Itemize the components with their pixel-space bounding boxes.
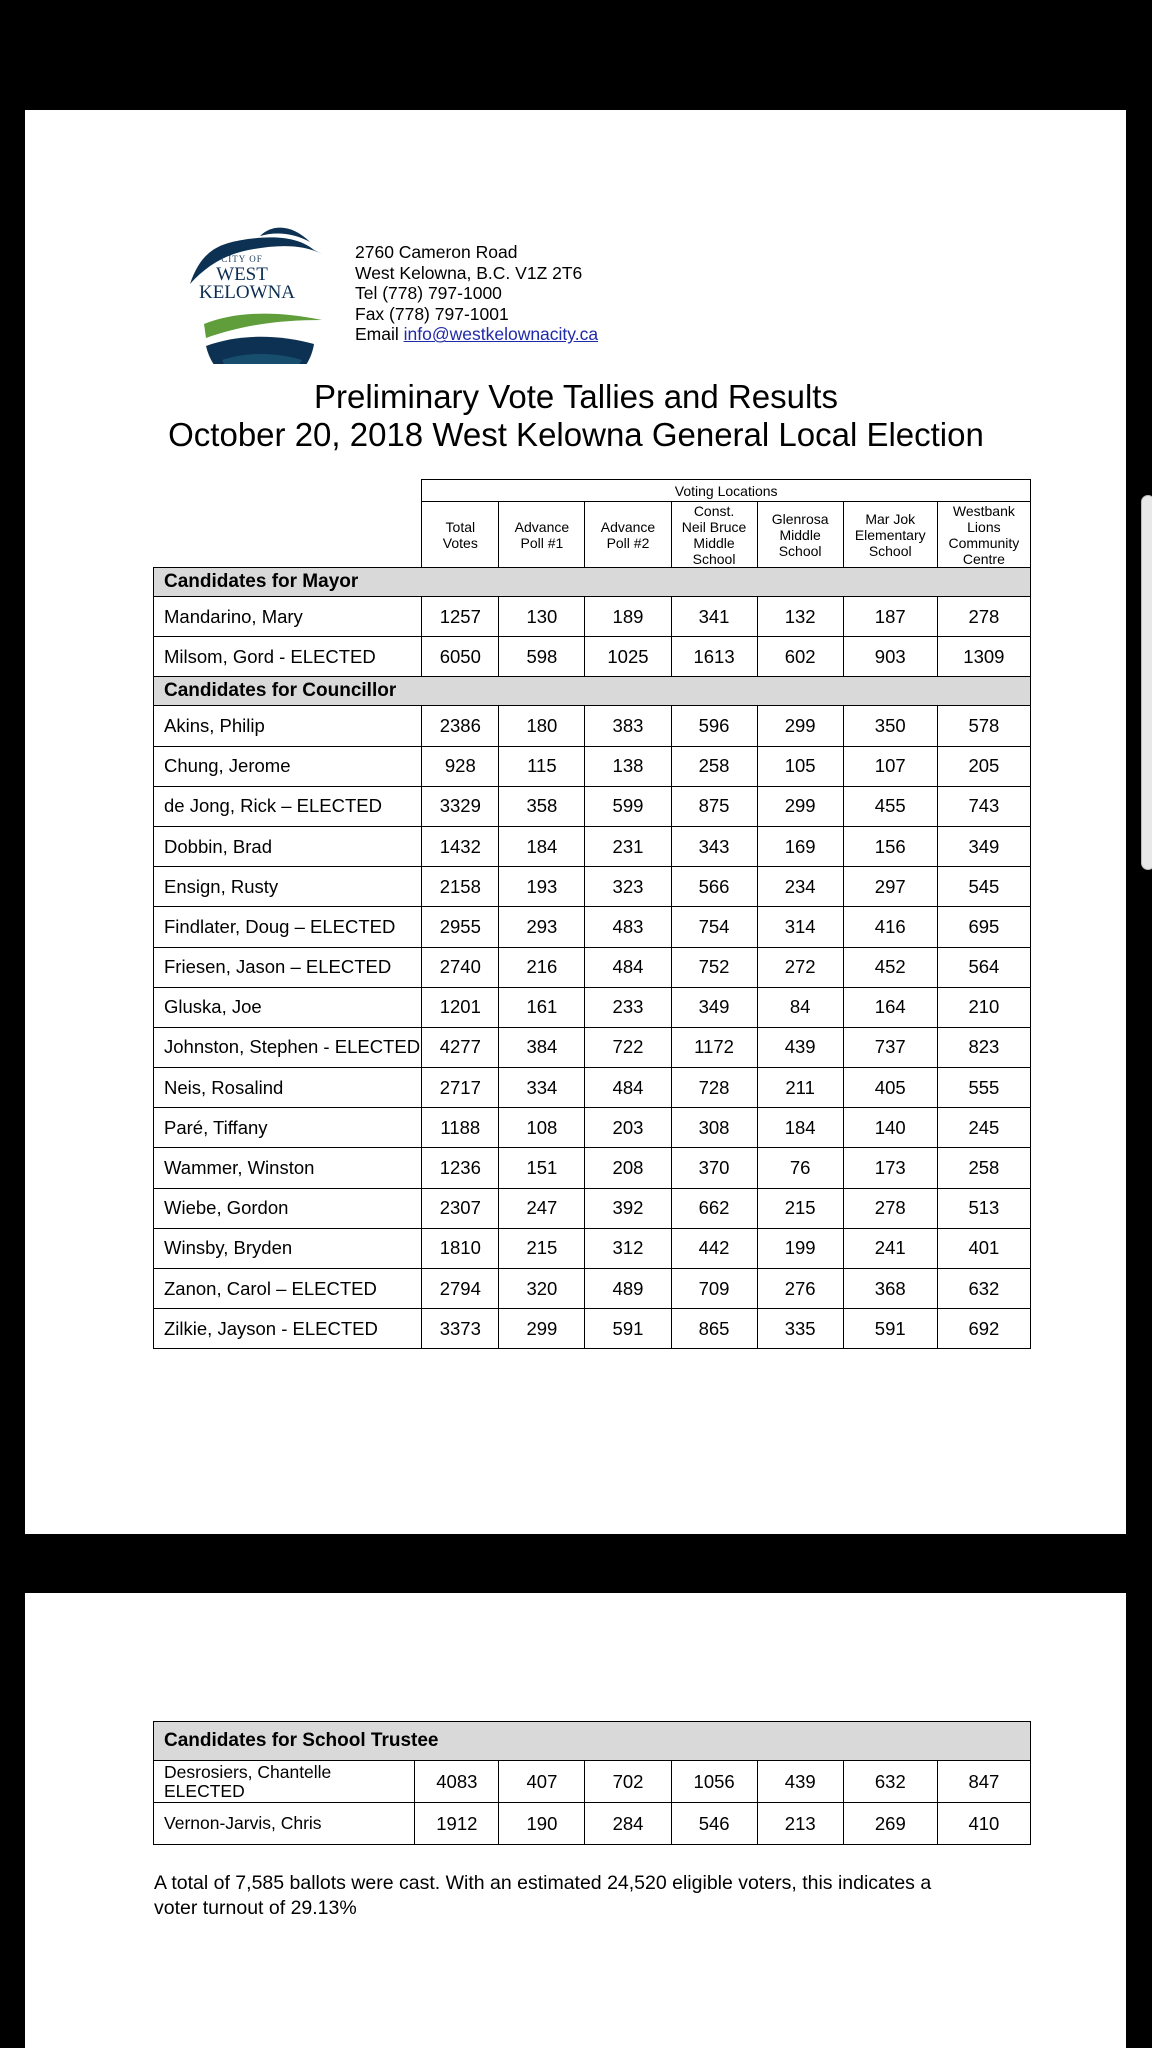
candidate-row [154, 1108, 1031, 1148]
location-votes-cell: 269 [843, 1803, 937, 1845]
location-votes-cell: 278 [843, 1188, 937, 1228]
total-votes-cell: 3329 [422, 786, 499, 826]
location-votes-cell: 216 [499, 947, 585, 987]
candidate-row [154, 1068, 1031, 1108]
location-votes-cell: 743 [937, 786, 1030, 826]
location-votes-cell: 215 [499, 1228, 585, 1268]
candidate-row [154, 597, 1031, 637]
school-trustee-table [153, 1721, 1031, 1845]
candidate-row [154, 826, 1031, 866]
location-votes-cell: 513 [937, 1188, 1030, 1228]
column-header [422, 502, 499, 568]
candidate-name: Zanon, Carol – ELECTED [154, 1269, 422, 1309]
location-votes-cell: 184 [499, 826, 585, 866]
location-votes-cell: 349 [937, 826, 1030, 866]
location-votes-cell: 632 [843, 1761, 937, 1803]
address-tel: Tel (778) 797-1000 [355, 283, 502, 304]
location-votes-cell: 258 [937, 1148, 1030, 1188]
section-heading: Candidates for School Trustee [154, 1722, 1031, 1761]
location-votes-cell: 210 [937, 987, 1030, 1027]
location-votes-cell: 335 [757, 1309, 843, 1349]
location-votes-cell: 314 [757, 907, 843, 947]
total-votes-cell: 6050 [422, 637, 499, 677]
location-votes-cell: 320 [499, 1269, 585, 1309]
candidate-row [154, 637, 1031, 677]
location-votes-cell: 350 [843, 706, 937, 746]
location-votes-cell: 199 [757, 1228, 843, 1268]
location-votes-cell: 107 [843, 746, 937, 786]
location-votes-cell: 737 [843, 1027, 937, 1067]
candidate-row [154, 1148, 1031, 1188]
location-votes-cell: 1025 [585, 637, 671, 677]
total-votes-cell: 2158 [422, 867, 499, 907]
candidate-row [154, 947, 1031, 987]
candidate-name: Mandarino, Mary [154, 597, 422, 637]
location-votes-cell: 308 [671, 1108, 757, 1148]
location-votes-cell: 173 [843, 1148, 937, 1188]
column-header-label: Westbank Lions Community Centre [948, 502, 1020, 567]
location-votes-cell: 865 [671, 1309, 757, 1349]
location-votes-cell: 205 [937, 746, 1030, 786]
location-votes-cell: 598 [499, 637, 585, 677]
column-header [499, 502, 585, 568]
location-votes-cell: 231 [585, 826, 671, 866]
location-votes-cell: 299 [757, 706, 843, 746]
location-votes-cell: 392 [585, 1188, 671, 1228]
location-votes-cell: 555 [937, 1068, 1030, 1108]
section-heading: Candidates for Mayor [154, 568, 1031, 597]
location-votes-cell: 847 [937, 1761, 1030, 1803]
column-header [843, 502, 937, 568]
location-votes-cell: 875 [671, 786, 757, 826]
section-header-row [154, 568, 1031, 597]
location-votes-cell: 728 [671, 1068, 757, 1108]
location-votes-cell: 370 [671, 1148, 757, 1188]
turnout-note: A total of 7,585 ballots were cast. With an estimated 24,520 eligible voters, this indicates a voter turnout of 29.13% [154, 1872, 932, 1919]
location-votes-cell: 208 [585, 1148, 671, 1188]
total-votes-cell: 2386 [422, 706, 499, 746]
total-votes-cell: 2740 [422, 947, 499, 987]
location-votes-cell: 138 [585, 746, 671, 786]
address-fax: Fax (778) 797-1001 [355, 303, 509, 324]
location-votes-cell: 1613 [671, 637, 757, 677]
location-votes-cell: 695 [937, 907, 1030, 947]
location-votes-cell: 312 [585, 1228, 671, 1268]
candidate-row [154, 1228, 1031, 1268]
location-votes-cell: 442 [671, 1228, 757, 1268]
candidate-row [154, 1761, 1031, 1803]
total-votes-cell: 1188 [422, 1108, 499, 1148]
location-votes-cell: 709 [671, 1269, 757, 1309]
location-votes-cell: 241 [843, 1228, 937, 1268]
location-votes-cell: 1056 [671, 1761, 757, 1803]
location-votes-cell: 483 [585, 907, 671, 947]
column-header-label: Mar Jok Elementary School [854, 510, 926, 559]
candidate-row [154, 867, 1031, 907]
total-votes-cell: 1912 [415, 1803, 499, 1845]
voting-locations-label: Voting Locations [422, 480, 1031, 502]
location-votes-cell: 151 [499, 1148, 585, 1188]
location-votes-cell: 405 [843, 1068, 937, 1108]
location-votes-cell: 132 [757, 597, 843, 637]
location-votes-cell: 211 [757, 1068, 843, 1108]
location-votes-cell: 156 [843, 826, 937, 866]
location-votes-cell: 140 [843, 1108, 937, 1148]
location-votes-cell: 546 [671, 1803, 757, 1845]
logo-city-of: CITY OF [221, 254, 263, 264]
candidate-row [154, 1803, 1031, 1845]
location-votes-cell: 823 [937, 1027, 1030, 1067]
candidate-name: Gluska, Joe [154, 987, 422, 1027]
candidate-name: Desrosiers, Chantelle ELECTED [154, 1761, 415, 1803]
location-votes-cell: 368 [843, 1269, 937, 1309]
candidate-row [154, 1188, 1031, 1228]
candidate-row [154, 1269, 1031, 1309]
email-link[interactable]: info@westkelownacity.ca [403, 324, 599, 345]
location-votes-cell: 702 [585, 1761, 671, 1803]
candidate-name: Winsby, Bryden [154, 1228, 422, 1268]
location-votes-cell: 234 [757, 867, 843, 907]
candidate-row [154, 987, 1031, 1027]
location-votes-cell: 410 [937, 1803, 1030, 1845]
page-subtitle: October 20, 2018 West Kelowna General Local Election [168, 416, 984, 453]
location-votes-cell: 1172 [671, 1027, 757, 1067]
location-votes-cell: 407 [499, 1761, 585, 1803]
location-votes-cell: 596 [671, 706, 757, 746]
column-header [757, 502, 843, 568]
location-votes-cell: 245 [937, 1108, 1030, 1148]
location-votes-cell: 276 [757, 1269, 843, 1309]
total-votes-cell: 2955 [422, 907, 499, 947]
logo-mark-icon [162, 124, 322, 364]
address-city: West Kelowna, B.C. V1Z 2T6 [355, 262, 583, 283]
column-header-label: Glenrosa Middle School [771, 510, 829, 559]
location-votes-cell: 484 [585, 947, 671, 987]
candidate-name: Neis, Rosalind [154, 1068, 422, 1108]
total-votes-cell: 2717 [422, 1068, 499, 1108]
total-votes-cell: 1236 [422, 1148, 499, 1188]
location-votes-cell: 184 [757, 1108, 843, 1148]
candidate-name: Chung, Jerome [154, 746, 422, 786]
address-street: 2760 Cameron Road [355, 242, 518, 262]
location-votes-cell: 272 [757, 947, 843, 987]
location-votes-cell: 299 [499, 1309, 585, 1349]
location-votes-cell: 76 [757, 1148, 843, 1188]
location-votes-cell: 343 [671, 826, 757, 866]
total-votes-cell: 928 [422, 746, 499, 786]
location-votes-cell: 213 [757, 1803, 843, 1845]
candidate-name: Ensign, Rusty [154, 867, 422, 907]
location-votes-cell: 84 [757, 987, 843, 1027]
location-votes-cell: 564 [937, 947, 1030, 987]
vote-tally-table [153, 479, 1031, 1349]
candidate-name: Zilkie, Jayson - ELECTED [154, 1309, 422, 1349]
total-votes-cell: 1810 [422, 1228, 499, 1268]
location-votes-cell: 455 [843, 786, 937, 826]
location-votes-cell: 233 [585, 987, 671, 1027]
location-votes-cell: 452 [843, 947, 937, 987]
location-votes-cell: 247 [499, 1188, 585, 1228]
candidate-name: Paré, Tiffany [154, 1108, 422, 1148]
candidate-name: Johnston, Stephen - ELECTED [154, 1027, 422, 1067]
total-votes-cell: 1432 [422, 826, 499, 866]
location-votes-cell: 193 [499, 867, 585, 907]
logo-west: WEST [216, 264, 268, 285]
location-votes-cell: 215 [757, 1188, 843, 1228]
candidate-row [154, 746, 1031, 786]
total-votes-cell: 3373 [422, 1309, 499, 1349]
location-votes-cell: 115 [499, 746, 585, 786]
location-votes-cell: 334 [499, 1068, 585, 1108]
location-votes-cell: 258 [671, 746, 757, 786]
location-votes-cell: 203 [585, 1108, 671, 1148]
total-votes-cell: 4277 [422, 1027, 499, 1067]
location-votes-cell: 752 [671, 947, 757, 987]
location-votes-cell: 754 [671, 907, 757, 947]
location-votes-cell: 161 [499, 987, 585, 1027]
candidate-name: de Jong, Rick – ELECTED [154, 786, 422, 826]
total-votes-cell: 2794 [422, 1269, 499, 1309]
location-votes-cell: 284 [585, 1803, 671, 1845]
column-header-label: Advance Poll #1 [514, 518, 570, 551]
section-header-row [154, 677, 1031, 706]
location-votes-cell: 169 [757, 826, 843, 866]
candidate-row [154, 786, 1031, 826]
location-votes-cell: 662 [671, 1188, 757, 1228]
candidate-name: Vernon-Jarvis, Chris [154, 1803, 415, 1845]
location-votes-cell: 566 [671, 867, 757, 907]
location-votes-cell: 903 [843, 637, 937, 677]
location-votes-cell: 383 [585, 706, 671, 746]
location-votes-cell: 1309 [937, 637, 1030, 677]
location-votes-cell: 349 [671, 987, 757, 1027]
location-votes-cell: 401 [937, 1228, 1030, 1268]
location-votes-cell: 180 [499, 706, 585, 746]
location-votes-cell: 722 [585, 1027, 671, 1067]
candidate-row [154, 1309, 1031, 1349]
location-votes-cell: 278 [937, 597, 1030, 637]
candidate-name: Wiebe, Gordon [154, 1188, 422, 1228]
location-votes-cell: 439 [757, 1761, 843, 1803]
logo-kelowna: KELOWNA [198, 282, 296, 303]
location-votes-cell: 187 [843, 597, 937, 637]
location-votes-cell: 108 [499, 1108, 585, 1148]
location-votes-cell: 439 [757, 1027, 843, 1067]
location-votes-cell: 416 [843, 907, 937, 947]
address-email-line [355, 324, 598, 345]
column-header [937, 502, 1030, 568]
total-votes-cell: 1201 [422, 987, 499, 1027]
candidate-row [154, 706, 1031, 746]
address-block [355, 242, 598, 345]
column-header [585, 502, 671, 568]
candidate-name: Dobbin, Brad [154, 826, 422, 866]
candidate-name: Friesen, Jason – ELECTED [154, 947, 422, 987]
location-votes-cell: 189 [585, 597, 671, 637]
location-votes-cell: 692 [937, 1309, 1030, 1349]
address-email-label: Email [355, 324, 404, 345]
location-votes-cell: 297 [843, 867, 937, 907]
header-blank-cell [154, 480, 422, 568]
scrollbar-handle[interactable] [1141, 495, 1152, 870]
location-votes-cell: 105 [757, 746, 843, 786]
total-votes-cell: 4083 [415, 1761, 499, 1803]
page-title: Preliminary Vote Tallies and Results [314, 378, 838, 415]
location-votes-cell: 323 [585, 867, 671, 907]
location-votes-cell: 341 [671, 597, 757, 637]
total-votes-cell: 2307 [422, 1188, 499, 1228]
location-votes-cell: 599 [585, 786, 671, 826]
location-votes-cell: 632 [937, 1269, 1030, 1309]
location-votes-cell: 591 [843, 1309, 937, 1349]
location-votes-cell: 190 [499, 1803, 585, 1845]
section-header-row [154, 1722, 1031, 1761]
candidate-name: Findlater, Doug – ELECTED [154, 907, 422, 947]
location-votes-cell: 484 [585, 1068, 671, 1108]
column-header-label: Advance Poll #2 [600, 518, 656, 551]
column-header [671, 502, 757, 568]
location-votes-cell: 130 [499, 597, 585, 637]
candidate-name: Milsom, Gord - ELECTED [154, 637, 422, 677]
candidate-row [154, 1027, 1031, 1067]
location-votes-cell: 578 [937, 706, 1030, 746]
location-votes-cell: 602 [757, 637, 843, 677]
location-votes-cell: 545 [937, 867, 1030, 907]
locations-header-row [154, 480, 1031, 502]
location-votes-cell: 384 [499, 1027, 585, 1067]
column-header-label: Const. Neil Bruce Middle School [681, 502, 747, 567]
location-votes-cell: 164 [843, 987, 937, 1027]
location-votes-cell: 293 [499, 907, 585, 947]
candidate-name: Wammer, Winston [154, 1148, 422, 1188]
section-heading: Candidates for Councillor [154, 677, 1031, 706]
location-votes-cell: 591 [585, 1309, 671, 1349]
candidate-name: Akins, Philip [154, 706, 422, 746]
location-votes-cell: 299 [757, 786, 843, 826]
location-votes-cell: 489 [585, 1269, 671, 1309]
location-votes-cell: 358 [499, 786, 585, 826]
column-header-label: Total Votes [442, 518, 478, 551]
candidate-row [154, 907, 1031, 947]
total-votes-cell: 1257 [422, 597, 499, 637]
